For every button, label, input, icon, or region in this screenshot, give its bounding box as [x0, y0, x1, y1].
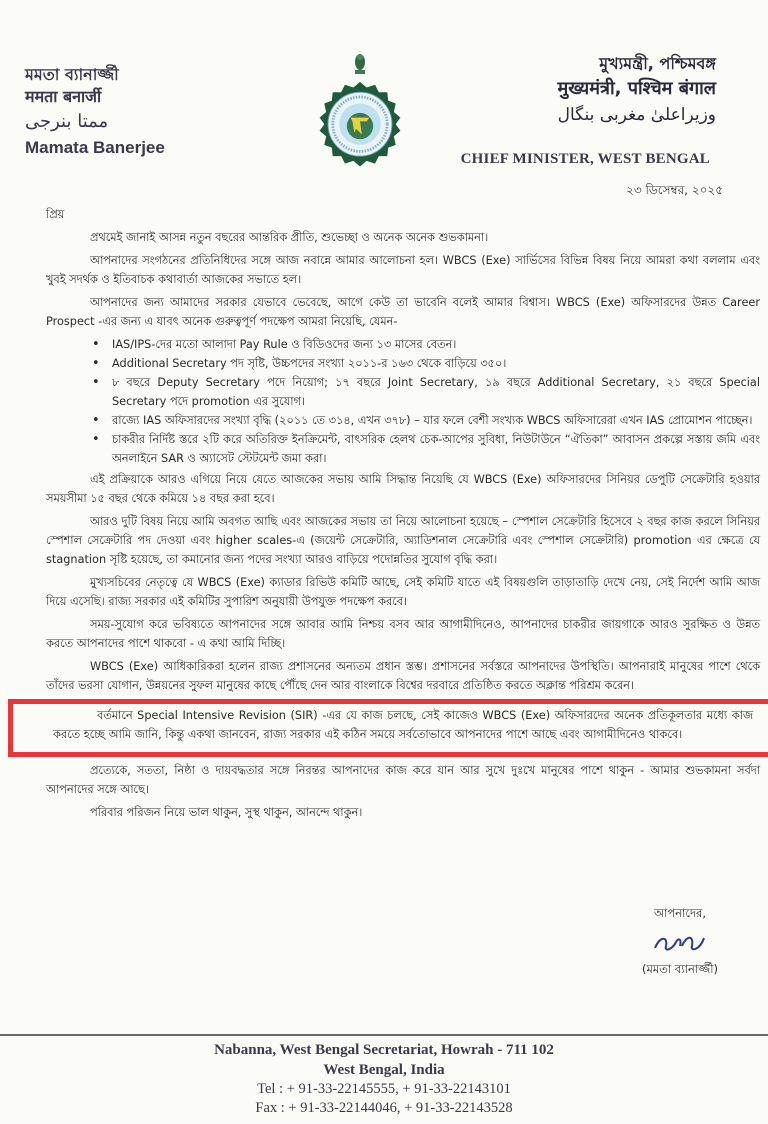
address-line-2: West Bengal, India [323, 1062, 445, 1078]
paragraph: এই প্রক্রিয়াকে আরও এগিয়ে নিয়ে যেতে আজকের সভায় আমি সিদ্ধান্ত নিয়েছি যে WBCS (Exe) অফিসারদের সিনিয়র ডেপুটি সেক্রেটারি হওয়ার সময়সীমা ১৫ বছর থেকে কমিয়ে ১৪ বছর করা হবে। [46, 473, 760, 505]
paragraph: মুখ্যসচিবের নেতৃত্বে যে WBCS (Exe) ক্যাডার রিভিউ কমিটি আছে, সেই কমিটি যাতে এই বিষয়গুলি তাড়াতাড়ি দেখে নেয়, সেই নির্দেশ আমি আজ দিয়ে এসেছি। রাজ্য সরকার এই কমিটির সুপারিশ অনুযায়ী উপযুক্ত পদক্ষেপ করবে। [46, 576, 760, 608]
valediction: আপনাদের, [653, 906, 707, 920]
title-english: CHIEF MINISTER, WEST BENGAL [460, 151, 710, 167]
paragraph: সময়-সুযোগ করে ভবিষ্যতে আপনাদের সঙ্গে আবার আমি নিশ্চয় বসব আর আগামীদিনেও, আপনাদের চাকরীর জায়গাকে আরও সুরক্ষিত ও উন্নত করতে আপনাদের পাশে থাকবো - এ কথা আমি দিচ্ছি। [46, 618, 760, 650]
highlighted-paragraph: বর্তমানে Special Intensive Revision (SIR) -এর যে কাজ চলছে, সেই কাজেও WBCS (Exe) অফিসারদের অনেক প্রতিকূলতার মধ্যে কাজ করতে হচ্ছে আমি জানি, কিন্তু একথা জানবেন, রাজ্য সরকার এই কঠিন সময়ে সর্বতোভাবে আপনাদের পাশে আছে এবং আগামীদিনেও থাকবে। [53, 709, 753, 741]
list-item: • IAS/IPS-দের মতো আলাদা Pay Rule ও বিডিওদের জন্য ১৩ মাসের বেতন। [90, 335, 760, 354]
paragraph: প্রত্যেকে, সততা, নিষ্ঠা ও দায়বদ্ধতার সঙ্গে নিরন্তর আপনাদের কাজ করে যান আর সুখে দুঃখে মানুষের পাশে থাকুন - আমার শুভকামনা সর্বদা আপনাদের সঙ্গে আছে। [46, 764, 760, 796]
highlight-annotation-box [8, 699, 768, 757]
name-english: Mamata Banerjee [25, 138, 165, 157]
west-bengal-seal-icon [313, 80, 407, 174]
list-item: • রাজ্যে IAS অফিসারদের সংখ্যা বৃদ্ধি (২০১১ তে ৩১৪, এখন ৩৭৮) – যার ফলে বেশী সংখ্যক WBCS অফিসারেরা এখন IAS প্রোমোশন পাচ্ছেন। [90, 411, 760, 430]
paragraph: আপনাদের সংগঠনের প্রতিনিধিদের সঙ্গে আজ নবান্নে আমার আলোচনা হল। WBCS (Exe) সার্ভিসের বিভিন্ন বিষয় নিয়ে আমরা কথা বললাম এবং খুবই সদর্থক ও ইতিবাচক কথাবার্তা আজকের সভাতে হল। [46, 254, 760, 286]
footer-divider [0, 1034, 768, 1036]
name-hindi: ममता बनार्जी [25, 87, 102, 106]
list-item: • চাকরীর নির্দিষ্ট স্তরে ২টি করে অতিরিক্ত ইনক্রিমেন্ট, বাৎসরিক হেলথ চেক-আপের সুবিধা, নিউটাউনে “ঐতিকা” আবাসন প্রকল্পে সস্তায় জমি এবং অনলাইনে SAR ও অ্যাসেট স্টেটমেন্ট জমা করা। [90, 430, 760, 468]
signatory-name: (মমতা ব্যানার্জ্জী) [642, 962, 718, 976]
letter-body [46, 205, 760, 826]
address-line-1: Nabanna, West Bengal Secretariat, Howrah - 711 102 [214, 1042, 554, 1058]
footer-address [0, 1040, 768, 1118]
header-right-titles [558, 52, 716, 128]
letter-date: ২৩ ডিসেম্বর, ২০২৫ [626, 183, 723, 197]
paragraph: আপনাদের জন্য আমাদের সরকার যেভাবে ভেবেছে, আগে কেউ তা ভাবেনি বলেই আমার বিশ্বাস। WBCS (Exe) অফিসারদের উন্নত Career Prospect -এর জন্য এ যাবৎ অনেক গুরুত্বপূর্ণ পদক্ষেপ আমরা নিয়েছি, যেমন- [46, 296, 760, 328]
list-item: • ৮ বছরে Deputy Secretary পদে নিয়োগ; ১৭ বছরে Joint Secretary, ১৯ বছরে Additional Secretary, ২১ বছরে Special Secretary পদে promotion এর সুযোগ। [90, 373, 760, 411]
list-item: • Additional Secretary পদ সৃষ্টি, উচ্চপদের সংখ্যা ২০১১-র ১৬৩ থেকে বাড়িয়ে ৩৫০। [90, 354, 760, 373]
title-urdu: وزیراعلیٰ مغربی بنگال [557, 105, 716, 125]
measures-list [46, 335, 760, 468]
state-emblem-icon [352, 52, 368, 76]
paragraph: WBCS (Exe) আধিকারিকরা হলেন রাজ্য প্রশাসনের অন্যতম প্রধান স্তম্ভ। প্রশাসনের সর্বস্তরে আপনাদের উপস্থিতি। আপনারাই মানুষের পাশে থেকে তাঁদের ভরসা যোগান, উন্নয়নের সুফল মানুষের কাছে পৌঁছে দেন আর বাংলাকে বিশ্বের দরবারে প্রতিষ্ঠিত করতে অক্লান্ত পরিশ্রম করেন। [46, 660, 760, 692]
telephone-line: Tel : + 91-33-22145555, + 91-33-22143101 [257, 1081, 511, 1097]
signature-icon [650, 928, 710, 958]
emblem-group [310, 50, 410, 190]
title-hindi: मुख्यमंत्री, पश्चिम बंगाल [557, 78, 716, 99]
fax-line: Fax : + 91-33-22144046, + 91-33-22143528 [255, 1100, 513, 1116]
salutation: প্রিয় [46, 208, 65, 221]
paragraph: প্রথমেই জানাই আসন্ন নতুন বছরের আন্তরিক প্রীতি, শুভেচ্ছা ও অনেক অনেক শুভকামনা। [90, 231, 489, 244]
paragraph: আরও দুটি বিষয় নিয়ে আমি অবগত আছি এবং আজকের সভায় তা নিয়ে আলোচনা হয়েছে – স্পেশাল সেক্রেটারি হিসেবে ২ বছর কাজ করলে সিনিয়র স্পেশাল সেক্রেটারি পদ দেওয়া এবং higher scales-এ (জয়েন্ট সেক্রেটারি, অ্যাডিশনাল সেক্রেটারি এবং স্পেশাল সেক্রেটারি) promotion এর ক্ষেত্রে যে stagnation সৃষ্টি হয়েছে, তা কমানোর জন্য পদের সংখ্যা আরও বাড়িয়ে পদোন্নতির সুযোগ বৃদ্ধি করা। [46, 515, 760, 566]
closing-block [642, 905, 718, 980]
name-urdu: ممتا بنرجی [25, 111, 109, 132]
header-left-names [25, 64, 165, 158]
name-bengali: মমতা ব্যানার্জ্জী [25, 65, 119, 84]
paragraph: পরিবার পরিজন নিয়ে ভাল থাকুন, সুস্থ থাকুন, আনন্দে থাকুন। [90, 806, 363, 819]
title-bengali: মুখ্যমন্ত্রী, পশ্চিমবঙ্গ [599, 54, 716, 73]
